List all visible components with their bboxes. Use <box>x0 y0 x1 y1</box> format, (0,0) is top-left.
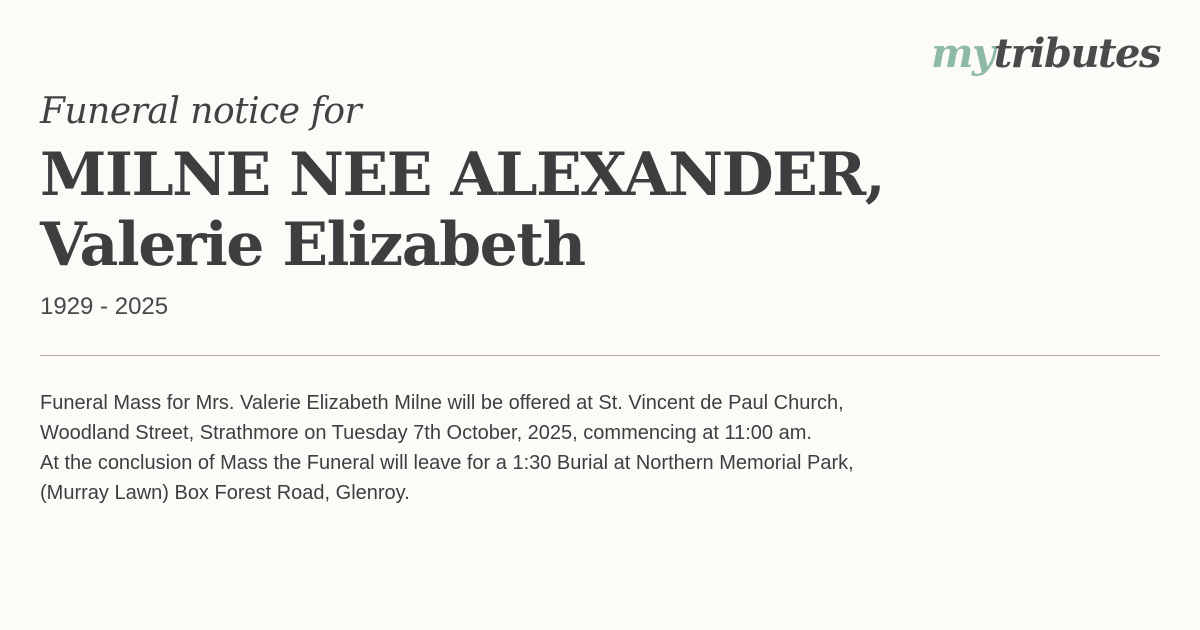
logo-my-text: my <box>931 30 994 77</box>
mytributes-logo[interactable] <box>931 30 1160 77</box>
deceased-given-names-line: Valerie Elizabeth <box>40 210 585 280</box>
notice-body-line: At the conclusion of Mass the Funeral will leave for a 1:30 Burial at Northern Memorial Park, <box>40 452 854 474</box>
notice-kicker: Funeral notice for <box>40 91 362 132</box>
deceased-surname-line: MILNE NEE ALEXANDER, <box>40 140 885 210</box>
life-years: 1929 - 2025 <box>40 293 169 320</box>
notice-body-line: Funeral Mass for Mrs. Valerie Elizabeth Milne will be offered at St. Vincent de Paul Church, <box>40 392 844 414</box>
logo-tributes-text: tributes <box>993 30 1160 77</box>
deceased-name <box>40 140 940 280</box>
notice-body-line: Woodland Street, Strathmore on Tuesday 7th October, 2025, commencing at 11:00 am. <box>40 422 812 444</box>
divider <box>40 355 1160 356</box>
notice-body <box>40 388 970 508</box>
notice-body-line: (Murray Lawn) Box Forest Road, Glenroy. <box>40 482 410 504</box>
